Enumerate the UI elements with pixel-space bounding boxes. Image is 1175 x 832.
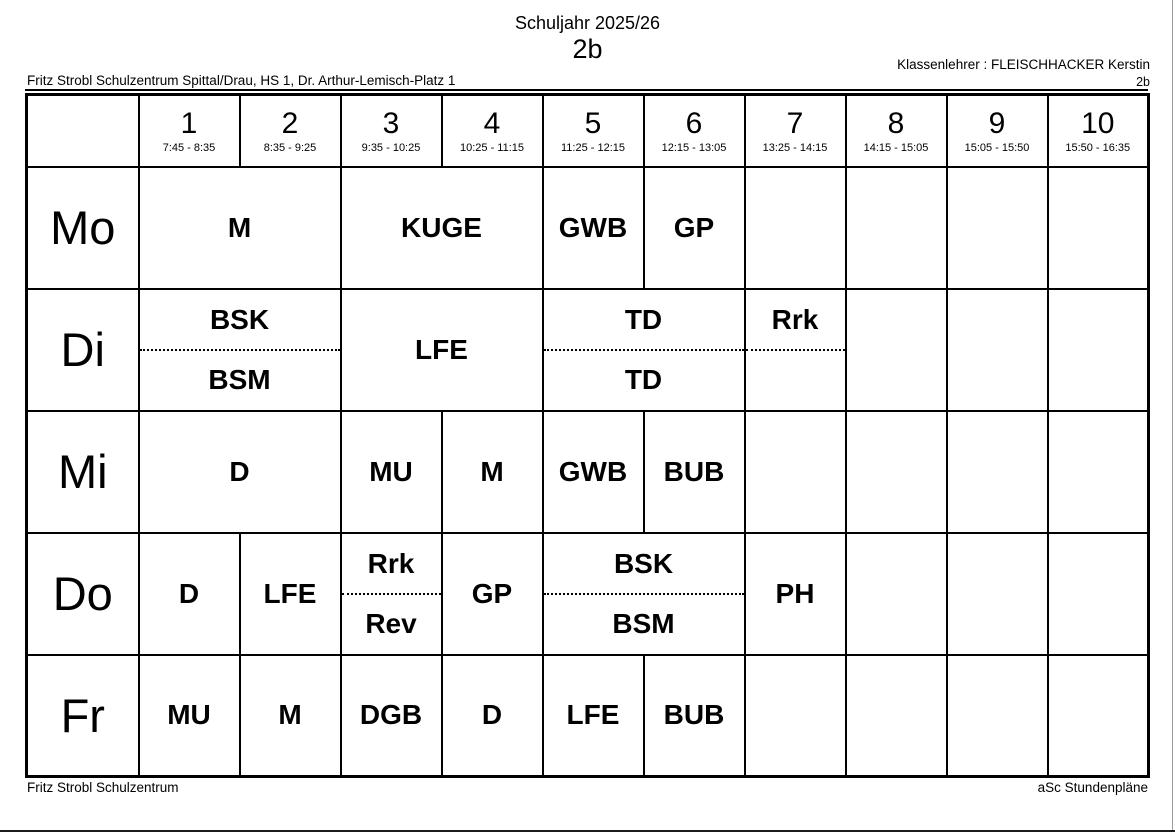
empty-cell: [846, 167, 947, 289]
lesson-mi-d: D: [139, 411, 341, 533]
row-thursday: [27, 533, 1149, 655]
lesson-mi-m: M: [442, 411, 543, 533]
empty-cell: [1048, 655, 1149, 777]
footer-software-name: aSc Stundenpläne: [1037, 780, 1148, 795]
lesson-fr-bub: BUB: [644, 655, 745, 777]
period-header-10: [1048, 95, 1149, 167]
empty-cell: [846, 411, 947, 533]
period-time: 10:25 - 11:15: [459, 141, 524, 154]
lesson-do-rrk-rev: [341, 533, 442, 655]
empty-cell: [947, 655, 1048, 777]
lesson-do-rrk: Rrk: [342, 535, 441, 595]
lesson-do-bsk: BSK: [544, 535, 744, 595]
split-cell: [140, 291, 340, 409]
period-time: 14:15 - 15:05: [863, 141, 929, 154]
period-number: 6: [685, 106, 703, 140]
period-number: 3: [382, 106, 400, 140]
day-label-mo: Mo: [27, 167, 139, 289]
lesson-fr-m: M: [240, 655, 341, 777]
lesson-mi-gwb: GWB: [543, 411, 644, 533]
class-teacher-line: Klassenlehrer : FLEISCHHACKER Kerstin: [897, 57, 1150, 72]
empty-cell: [745, 411, 846, 533]
lesson-mi-bub: BUB: [644, 411, 745, 533]
period-time: 7:45 - 8:35: [162, 141, 216, 154]
period-header-1: [139, 95, 240, 167]
period-number: 5: [584, 106, 602, 140]
empty-half: [746, 351, 845, 409]
empty-cell: [947, 411, 1048, 533]
lesson-do-bsk-bsm: [543, 533, 745, 655]
period-time: 9:35 - 10:25: [361, 141, 421, 154]
period-number: 4: [483, 106, 501, 140]
lesson-mo-gwb: GWB: [543, 167, 644, 289]
lesson-di-bsk: BSK: [140, 291, 340, 351]
lesson-fr-d: D: [442, 655, 543, 777]
row-tuesday: [27, 289, 1149, 411]
lesson-mo-m: M: [139, 167, 341, 289]
empty-cell: [1048, 411, 1149, 533]
period-header-3: [341, 95, 442, 167]
lesson-do-bsm: BSM: [612, 607, 675, 639]
day-label-do: Do: [27, 533, 139, 655]
school-address-line: Fritz Strobl Schulzentrum Spittal/Drau, HS 1, Dr. Arthur-Lemisch-Platz 1: [27, 73, 456, 88]
empty-cell: [745, 167, 846, 289]
period-header-8: [846, 95, 947, 167]
period-number: 2: [281, 106, 299, 140]
period-header-9: [947, 95, 1048, 167]
day-label-fr: Fr: [27, 655, 139, 777]
period-number: 9: [988, 106, 1006, 140]
period-time: 12:15 - 13:05: [661, 141, 727, 154]
lesson-fr-dgb: DGB: [341, 655, 442, 777]
header-divider-rule: [25, 89, 1148, 91]
period-number: 1: [180, 106, 198, 140]
lesson-do-ph: PH: [745, 533, 846, 655]
row-wednesday: [27, 411, 1149, 533]
period-number: 7: [786, 106, 804, 140]
empty-cell: [1048, 289, 1149, 411]
split-cell: [746, 291, 845, 409]
empty-cell: [846, 655, 947, 777]
period-number: 8: [887, 106, 905, 140]
lesson-di-td-td: [543, 289, 745, 411]
split-cell: [544, 291, 744, 409]
period-header-row: [27, 95, 1149, 167]
lesson-di-td-1: TD: [544, 291, 744, 351]
class-title: 2b: [572, 34, 603, 64]
empty-cell: [1048, 167, 1149, 289]
period-time: 8:35 - 9:25: [263, 141, 317, 154]
lesson-fr-mu: MU: [139, 655, 240, 777]
lesson-do-gp: GP: [442, 533, 543, 655]
lesson-mo-gp: GP: [644, 167, 745, 289]
lesson-do-d: D: [139, 533, 240, 655]
school-year-title: Schuljahr 2025/26: [514, 13, 661, 33]
period-header-2: [240, 95, 341, 167]
empty-cell: [1048, 533, 1149, 655]
corner-cell: [27, 95, 139, 167]
lesson-di-rrk-top: Rrk: [746, 291, 845, 351]
empty-cell: [745, 655, 846, 777]
period-header-4: [442, 95, 543, 167]
lesson-di-rrk: [745, 289, 846, 411]
period-header-7: [745, 95, 846, 167]
lesson-do-lfe: LFE: [240, 533, 341, 655]
page-right-edge: [1172, 0, 1173, 832]
empty-cell: [846, 289, 947, 411]
empty-cell: [947, 533, 1048, 655]
lesson-di-bsm: BSM: [208, 363, 271, 395]
split-cell: [342, 535, 441, 653]
period-time: 15:05 - 15:50: [964, 141, 1030, 154]
lesson-di-lfe: LFE: [341, 289, 543, 411]
lesson-di-bsk-bsm: [139, 289, 341, 411]
row-friday: [27, 655, 1149, 777]
footer-school-name: Fritz Strobl Schulzentrum: [27, 780, 179, 795]
empty-cell: [947, 167, 1048, 289]
period-time: 13:25 - 14:15: [762, 141, 828, 154]
lesson-do-rev: Rev: [365, 607, 417, 639]
lesson-mi-mu: MU: [341, 411, 442, 533]
period-number: 10: [1081, 106, 1115, 140]
empty-cell: [846, 533, 947, 655]
row-monday: [27, 167, 1149, 289]
lesson-mo-kuge: KUGE: [341, 167, 543, 289]
day-label-di: Di: [27, 289, 139, 411]
period-header-6: [644, 95, 745, 167]
empty-cell: [947, 289, 1048, 411]
period-time: 11:25 - 12:15: [560, 141, 625, 154]
day-label-mi: Mi: [27, 411, 139, 533]
lesson-di-td-2: TD: [624, 363, 663, 395]
period-time: 15:50 - 16:35: [1065, 141, 1131, 154]
class-name-small: 2b: [1136, 75, 1150, 89]
split-cell: [544, 535, 744, 653]
lesson-fr-lfe: LFE: [543, 655, 644, 777]
timetable: [25, 93, 1150, 778]
period-header-5: [543, 95, 644, 167]
